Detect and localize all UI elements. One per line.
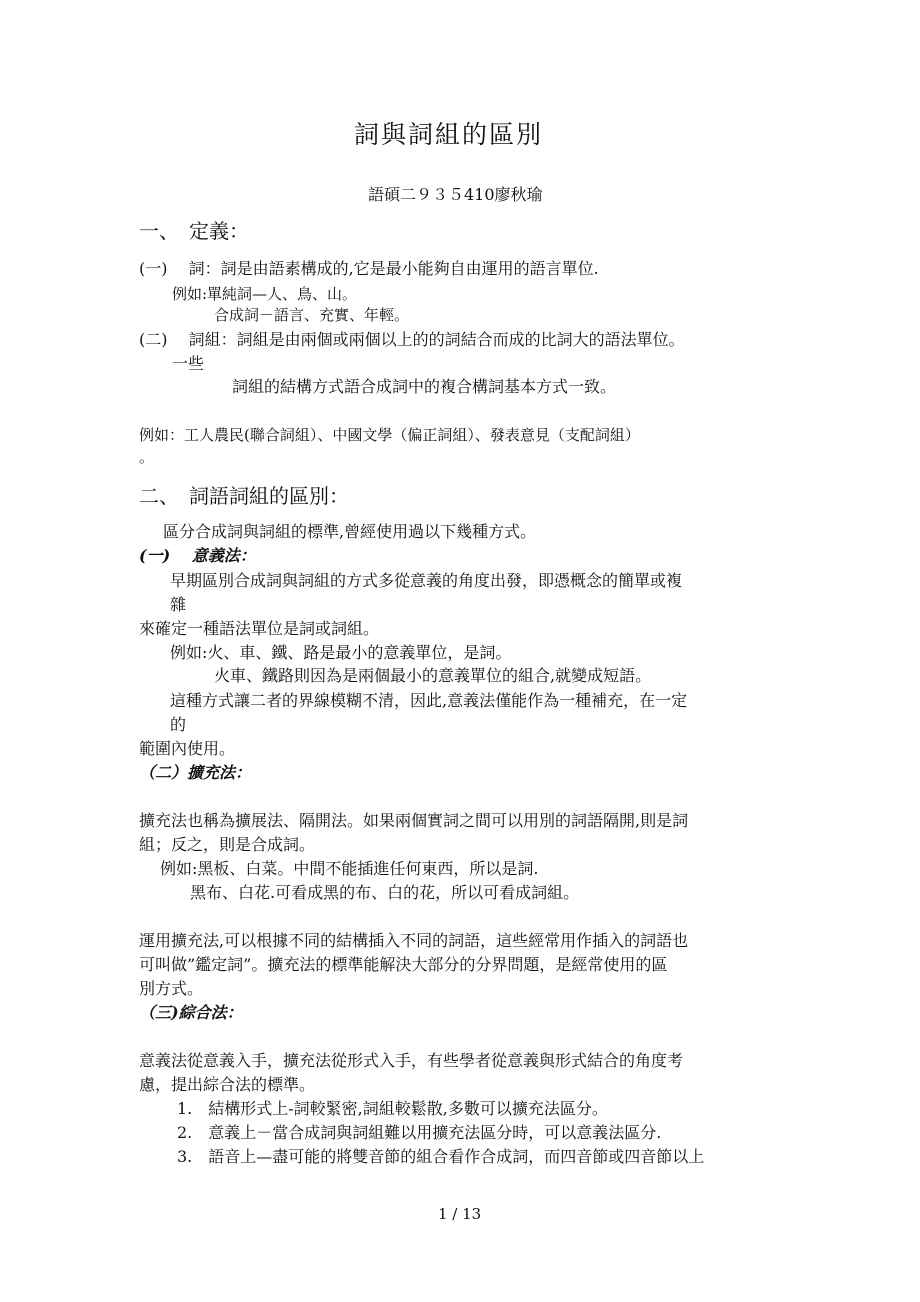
definition-example-line: 例如：工人農民(聯合詞組）、中國文學（偏正詞組）、發表意見（支配詞組） — [139, 426, 640, 444]
method-2-para-1a: 擴充法也稱為擴展法、隔開法。如果兩個實詞之間可以用別的詞語隔開,則是詞 — [139, 811, 689, 830]
method-1-para-2a: 這種方式讓二者的界線模糊不清，因此,意義法僅能作為一種補充，在一定 — [170, 691, 688, 710]
method-3-para-1b: 慮，提出綜合法的標準。 — [139, 1075, 316, 1094]
definition-word-example-a: 例如:單純詞—人、鳥、山。 — [172, 285, 358, 303]
method-3-list-item: 3. 語音上—盡可能的將雙音節的組合看作合成詞，而四音節或四音節以上 — [177, 1147, 705, 1166]
definition-word-example-b: 合成詞－語言、充實、年輕。 — [214, 306, 410, 324]
method-3-list-item: 2. 意義上－當合成詞與詞組難以用擴充法區分時，可以意義法區分. — [177, 1123, 662, 1142]
method-1-para-1c: 來確定一種語法單位是詞或詞組。 — [139, 619, 380, 638]
method-1-example-2: 火車、鐵路則因為是兩個最小的意義單位的組合,就變成短語。 — [214, 666, 652, 685]
page-title: 詞與詞組的區別 — [354, 120, 544, 149]
section-2-intro: 區分合成詞與詞組的標準,曾經使用過以下幾種方式。 — [163, 522, 537, 541]
method-1-para-1b: 雜 — [170, 595, 187, 614]
method-1-para-1a: 早期區別合成詞與詞組的方式多從意義的角度出發，即憑概念的簡單或複 — [170, 571, 683, 590]
method-1-heading: (一) 意義法： — [139, 546, 256, 565]
method-2-heading: （二）擴充法： — [139, 763, 252, 782]
definition-phrase-wrap: 一些 — [172, 354, 205, 373]
definition-phrase: (二) 詞組：詞組是由兩個或兩個以上的的詞結合而成的比詞大的語法單位。 — [139, 330, 685, 349]
method-2-para-2c: 別方式。 — [139, 979, 204, 998]
definition-example-line-end: 。 — [139, 448, 155, 466]
method-1-para-2b: 的 — [170, 715, 187, 734]
method-2-para-2b: 可叫做”鑑定詞”。擴充法的標準能解決大部分的分界問題，是經常使用的區 — [139, 955, 668, 974]
method-3-para-1a: 意義法從意義入手，擴充法從形式入手，有些學者從意義與形式結合的角度考 — [139, 1051, 684, 1070]
method-2-para-2a: 運用擴充法,可以根據不同的結構插入不同的詞語，這些經常用作插入的詞語也 — [139, 931, 689, 950]
method-1-example-1: 例如:火、車、鐵、路是最小的意義單位，是詞。 — [170, 643, 512, 662]
method-2-example-1: 例如:黑板、白菜。中間不能插進任何東西，所以是詞. — [160, 859, 539, 878]
method-1-para-2c: 範圍內使用。 — [139, 739, 236, 758]
author-line: 語碩二９３５410廖秋瑜 — [368, 185, 543, 204]
definition-word: (一) 詞：詞是由語素構成的,它是最小能夠自由運用的語言單位. — [139, 259, 599, 278]
page-number: 1 / 13 — [438, 1205, 482, 1223]
method-3-list-item: 1. 結構形式上-詞較緊密,詞組較鬆散,多數可以擴充法區分。 — [177, 1099, 608, 1118]
definition-phrase-cont: 詞組的結構方式語合成詞中的複合構詞基本方式一致。 — [232, 377, 617, 396]
method-3-heading: （三)綜合法： — [139, 1003, 243, 1022]
method-2-para-1b: 組；反之，則是合成詞。 — [139, 835, 316, 854]
method-2-example-2: 黑布、白花.可看成黑的布、白的花，所以可看成詞組。 — [190, 883, 580, 902]
section-2-heading: 二、 詞語詞組的區別： — [139, 484, 349, 508]
section-1-heading: 一、 定義： — [139, 219, 249, 243]
